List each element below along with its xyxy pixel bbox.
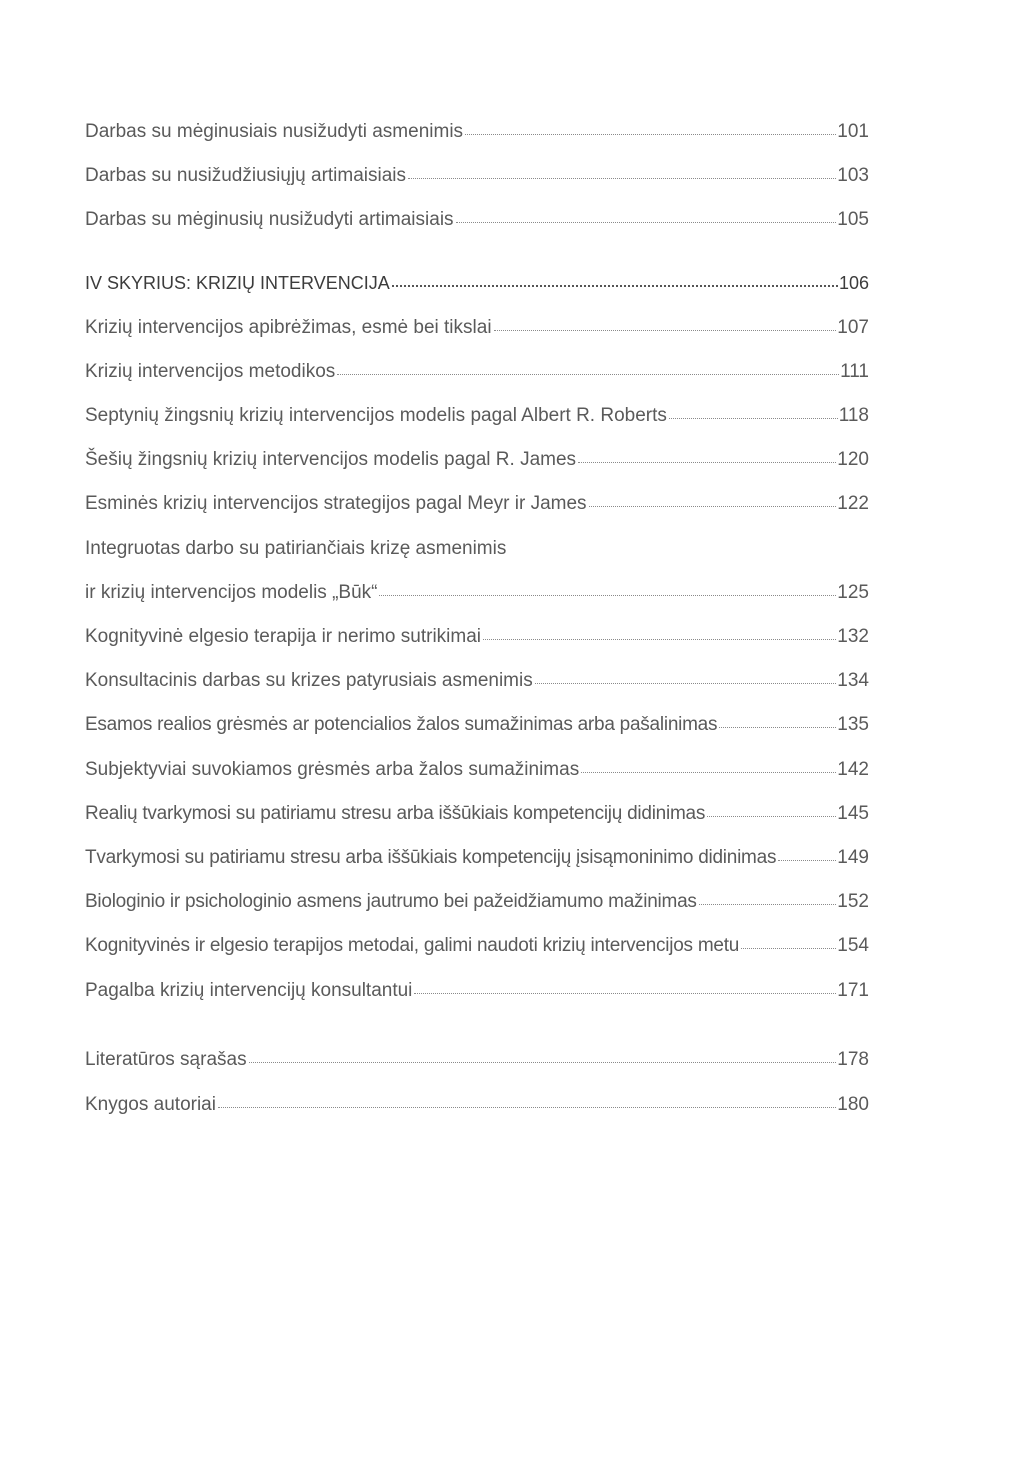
toc-entry-first-line[interactable]	[85, 535, 869, 563]
toc-entry-page: 178	[837, 1049, 869, 1070]
toc-entry[interactable]	[85, 623, 869, 651]
dot-leader	[707, 815, 836, 817]
toc-chapter-heading[interactable]	[85, 269, 869, 297]
toc-entry-title: ir krizių intervencijos modelis „Būk“	[85, 582, 378, 603]
toc-entry-page: 122	[837, 493, 869, 514]
dot-leader	[741, 947, 836, 949]
toc-entry[interactable]	[85, 358, 869, 386]
toc-entry[interactable]	[85, 579, 869, 607]
toc-entry-title: Realių tvarkymosi su patiriamu stresu arba iššūkiais kompetencijų didinimas	[85, 803, 706, 824]
toc-entry-page: 103	[837, 165, 869, 186]
toc-entry[interactable]	[85, 667, 869, 695]
toc-entry-page: 149	[837, 847, 869, 868]
toc-entry[interactable]	[85, 490, 869, 518]
toc-entry-title: Subjektyviai suvokiamos grėsmės arba žalos sumažinimas	[85, 759, 580, 780]
toc-entry[interactable]	[85, 711, 869, 739]
toc-entry-page: 111	[840, 361, 869, 382]
dot-leader	[408, 177, 836, 179]
toc-entry[interactable]	[85, 314, 869, 342]
toc-entry[interactable]	[85, 888, 869, 916]
toc-entry-page: 135	[837, 714, 869, 735]
dot-leader	[669, 417, 838, 419]
dot-leader	[392, 284, 838, 287]
toc-entry[interactable]	[85, 206, 869, 234]
toc-entry-title: Pagalba krizių intervencijų konsultantui	[85, 980, 413, 1001]
toc-entry[interactable]	[85, 756, 869, 784]
toc-entry-title: Integruotas darbo su patiriančiais krizę asmenimis	[85, 538, 507, 559]
toc-entry-page: 134	[837, 670, 869, 691]
toc-entry-page: 154	[837, 935, 869, 956]
dot-leader	[249, 1061, 837, 1063]
toc-entry[interactable]	[85, 977, 869, 1005]
toc-entry-title: Krizių intervencijos metodikos	[85, 361, 336, 382]
toc-entry-page: 152	[837, 891, 869, 912]
toc-entry-page: 107	[837, 317, 869, 338]
toc-entry-page: 120	[837, 449, 869, 470]
toc-entry-page: 105	[837, 209, 869, 230]
toc-entry-title: Literatūros sąrašas	[85, 1049, 247, 1070]
toc-entry-title: Knygos autoriai	[85, 1094, 216, 1115]
dot-leader	[581, 771, 836, 773]
dot-leader	[379, 594, 836, 596]
toc-entry-page: 118	[838, 405, 869, 426]
toc-entry[interactable]	[85, 402, 869, 430]
dot-leader	[483, 638, 836, 640]
toc-entry-title: Tvarkymosi su patiriamu stresu arba iššūkiais kompetencijų įsisąmoninimo didinimas	[85, 847, 777, 868]
dot-leader	[456, 221, 837, 223]
toc-entry-title: Kognityvinės ir elgesio terapijos metodai, galimi naudoti krizių intervencijos metu	[85, 935, 740, 956]
toc-entry-page: 101	[837, 121, 869, 142]
dot-leader	[699, 903, 837, 905]
table-of-contents	[85, 0, 869, 1465]
toc-entry-authors[interactable]	[85, 1091, 869, 1119]
toc-entry-title: Esamos realios grėsmės ar potencialios žalos sumažinimas arba pašalinimas	[85, 714, 718, 735]
dot-leader	[218, 1106, 836, 1108]
toc-entry-title: Kognityvinė elgesio terapija ir nerimo sutrikimai	[85, 626, 482, 647]
toc-entry-title: Darbas su nusižudžiusiųjų artimaisiais	[85, 165, 407, 186]
toc-entry-page: 142	[837, 759, 869, 780]
toc-entry-title: Konsultacinis darbas su krizes patyrusiais asmenimis	[85, 670, 533, 691]
toc-entry-page: 106	[838, 273, 869, 293]
toc-entry[interactable]	[85, 932, 869, 960]
toc-entry[interactable]	[85, 118, 869, 146]
dot-leader	[494, 329, 837, 331]
dot-leader	[778, 859, 836, 861]
dot-leader	[465, 133, 836, 135]
toc-entry-references[interactable]	[85, 1046, 869, 1074]
dot-leader	[589, 505, 837, 507]
dot-leader	[337, 373, 839, 375]
toc-entry-title: IV SKYRIUS: KRIZIŲ INTERVENCIJA	[85, 273, 390, 293]
toc-entry-page: 132	[837, 626, 869, 647]
toc-entry-title: Šešių žingsnių krizių intervencijos modelis pagal R. James	[85, 449, 577, 470]
toc-entry-title: Darbas su mėginusių nusižudyti artimaisiais	[85, 209, 454, 230]
toc-entry-title: Esminės krizių intervencijos strategijos pagal Meyr ir James	[85, 493, 587, 514]
toc-entry-title: Biologinio ir psichologinio asmens jautrumo bei pažeidžiamumo mažinimas	[85, 891, 697, 912]
toc-entry-title: Krizių intervencijos apibrėžimas, esmė bei tikslai	[85, 317, 492, 338]
toc-entry[interactable]	[85, 162, 869, 190]
toc-entry[interactable]	[85, 844, 869, 872]
toc-entry-page: 180	[837, 1094, 869, 1115]
toc-entry[interactable]	[85, 446, 869, 474]
toc-entry-page: 171	[837, 980, 869, 1001]
dot-leader	[535, 682, 837, 684]
dot-leader	[719, 726, 836, 728]
dot-leader	[578, 461, 836, 463]
toc-entry-page: 145	[837, 803, 869, 824]
toc-entry-title: Septynių žingsnių krizių intervencijos modelis pagal Albert R. Roberts	[85, 405, 667, 426]
dot-leader	[414, 992, 836, 994]
toc-entry-page: 125	[837, 582, 869, 603]
toc-entry[interactable]	[85, 800, 869, 828]
toc-entry-title: Darbas su mėginusiais nusižudyti asmenimis	[85, 121, 464, 142]
